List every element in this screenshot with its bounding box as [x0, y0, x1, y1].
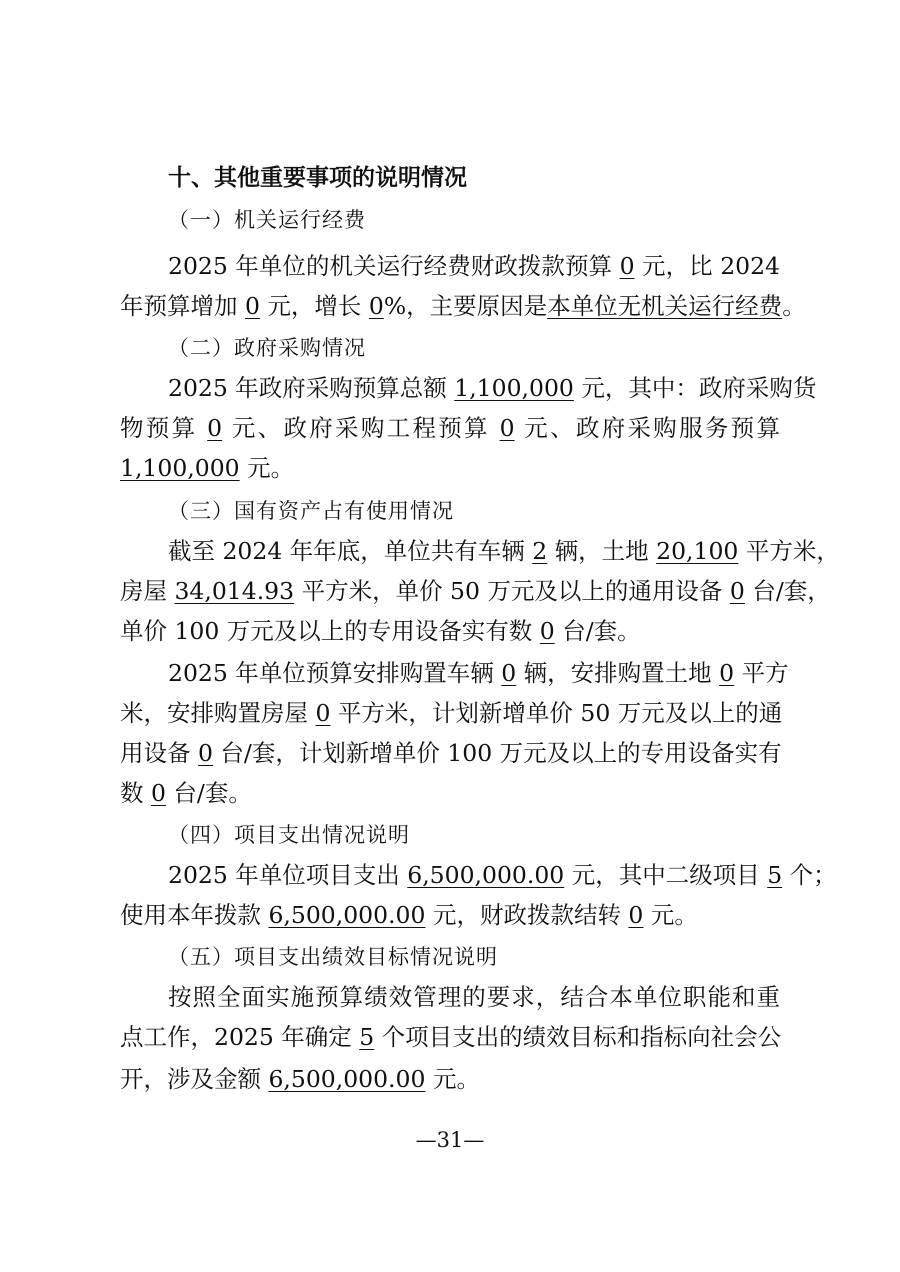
paragraph-line: 点工作，2025 年确定 5 个项目支出的绩效目标和指标向社会公	[120, 1023, 782, 1051]
paragraph-line: 物预算 0 元、政府采购工程预算 0 元、政府采购服务预算	[120, 414, 780, 442]
section-heading: 十、其他重要事项的说明情况	[168, 165, 467, 191]
paragraph-line: 开，涉及金额 6,500,000.00 元。	[120, 1065, 480, 1093]
paragraph-line: 截至 2024 年年底，单位共有车辆 2 辆，土地 20,100 平方米，	[168, 537, 840, 565]
paragraph-line: 按照全面实施预算绩效管理的要求，结合本单位职能和重	[168, 983, 780, 1011]
subsection-title-4: （四）项目支出情况说明	[168, 823, 410, 847]
paragraph-line: 年预算增加 0 元，增长 0%，主要原因是本单位无机关运行经费。	[120, 292, 806, 320]
paragraph-line: 房屋 34,014.93 平方米，单价 50 万元及以上的通用设备 0 台/套，	[120, 577, 831, 605]
paragraph-line: 数 0 台/套。	[120, 779, 252, 807]
paragraph-line: 2025 年单位项目支出 6,500,000.00 元，其中二级项目 5 个；	[168, 861, 837, 889]
subsection-title-3: （三）国有资产占有使用情况	[168, 499, 454, 523]
paragraph-line: 2025 年政府采购预算总额 1,100,000 元，其中：政府采购货	[168, 374, 817, 402]
paragraph-line: 使用本年拨款 6,500,000.00 元，财政拨款结转 0 元。	[120, 901, 698, 929]
paragraph-line: 1,100,000 元。	[120, 454, 295, 482]
page-number: —31—	[415, 1128, 485, 1152]
paragraph-line: 米，安排购置房屋 0 平方米，计划新增单价 50 万元及以上的通	[120, 699, 783, 727]
paragraph-line: 2025 年单位预算安排购置车辆 0 辆，安排购置土地 0 平方	[168, 659, 789, 687]
subsection-title-5: （五）项目支出绩效目标情况说明	[168, 945, 498, 969]
paragraph-line: 2025 年单位的机关运行经费财政拨款预算 0 元，比 2024	[168, 252, 781, 280]
paragraph-line: 单价 100 万元及以上的专用设备实有数 0 台/套。	[120, 617, 641, 645]
subsection-title-1: （一）机关运行经费	[168, 208, 366, 232]
subsection-title-2: （二）政府采购情况	[168, 336, 366, 360]
paragraph-line: 用设备 0 台/套，计划新增单价 100 万元及以上的专用设备实有	[120, 739, 782, 767]
